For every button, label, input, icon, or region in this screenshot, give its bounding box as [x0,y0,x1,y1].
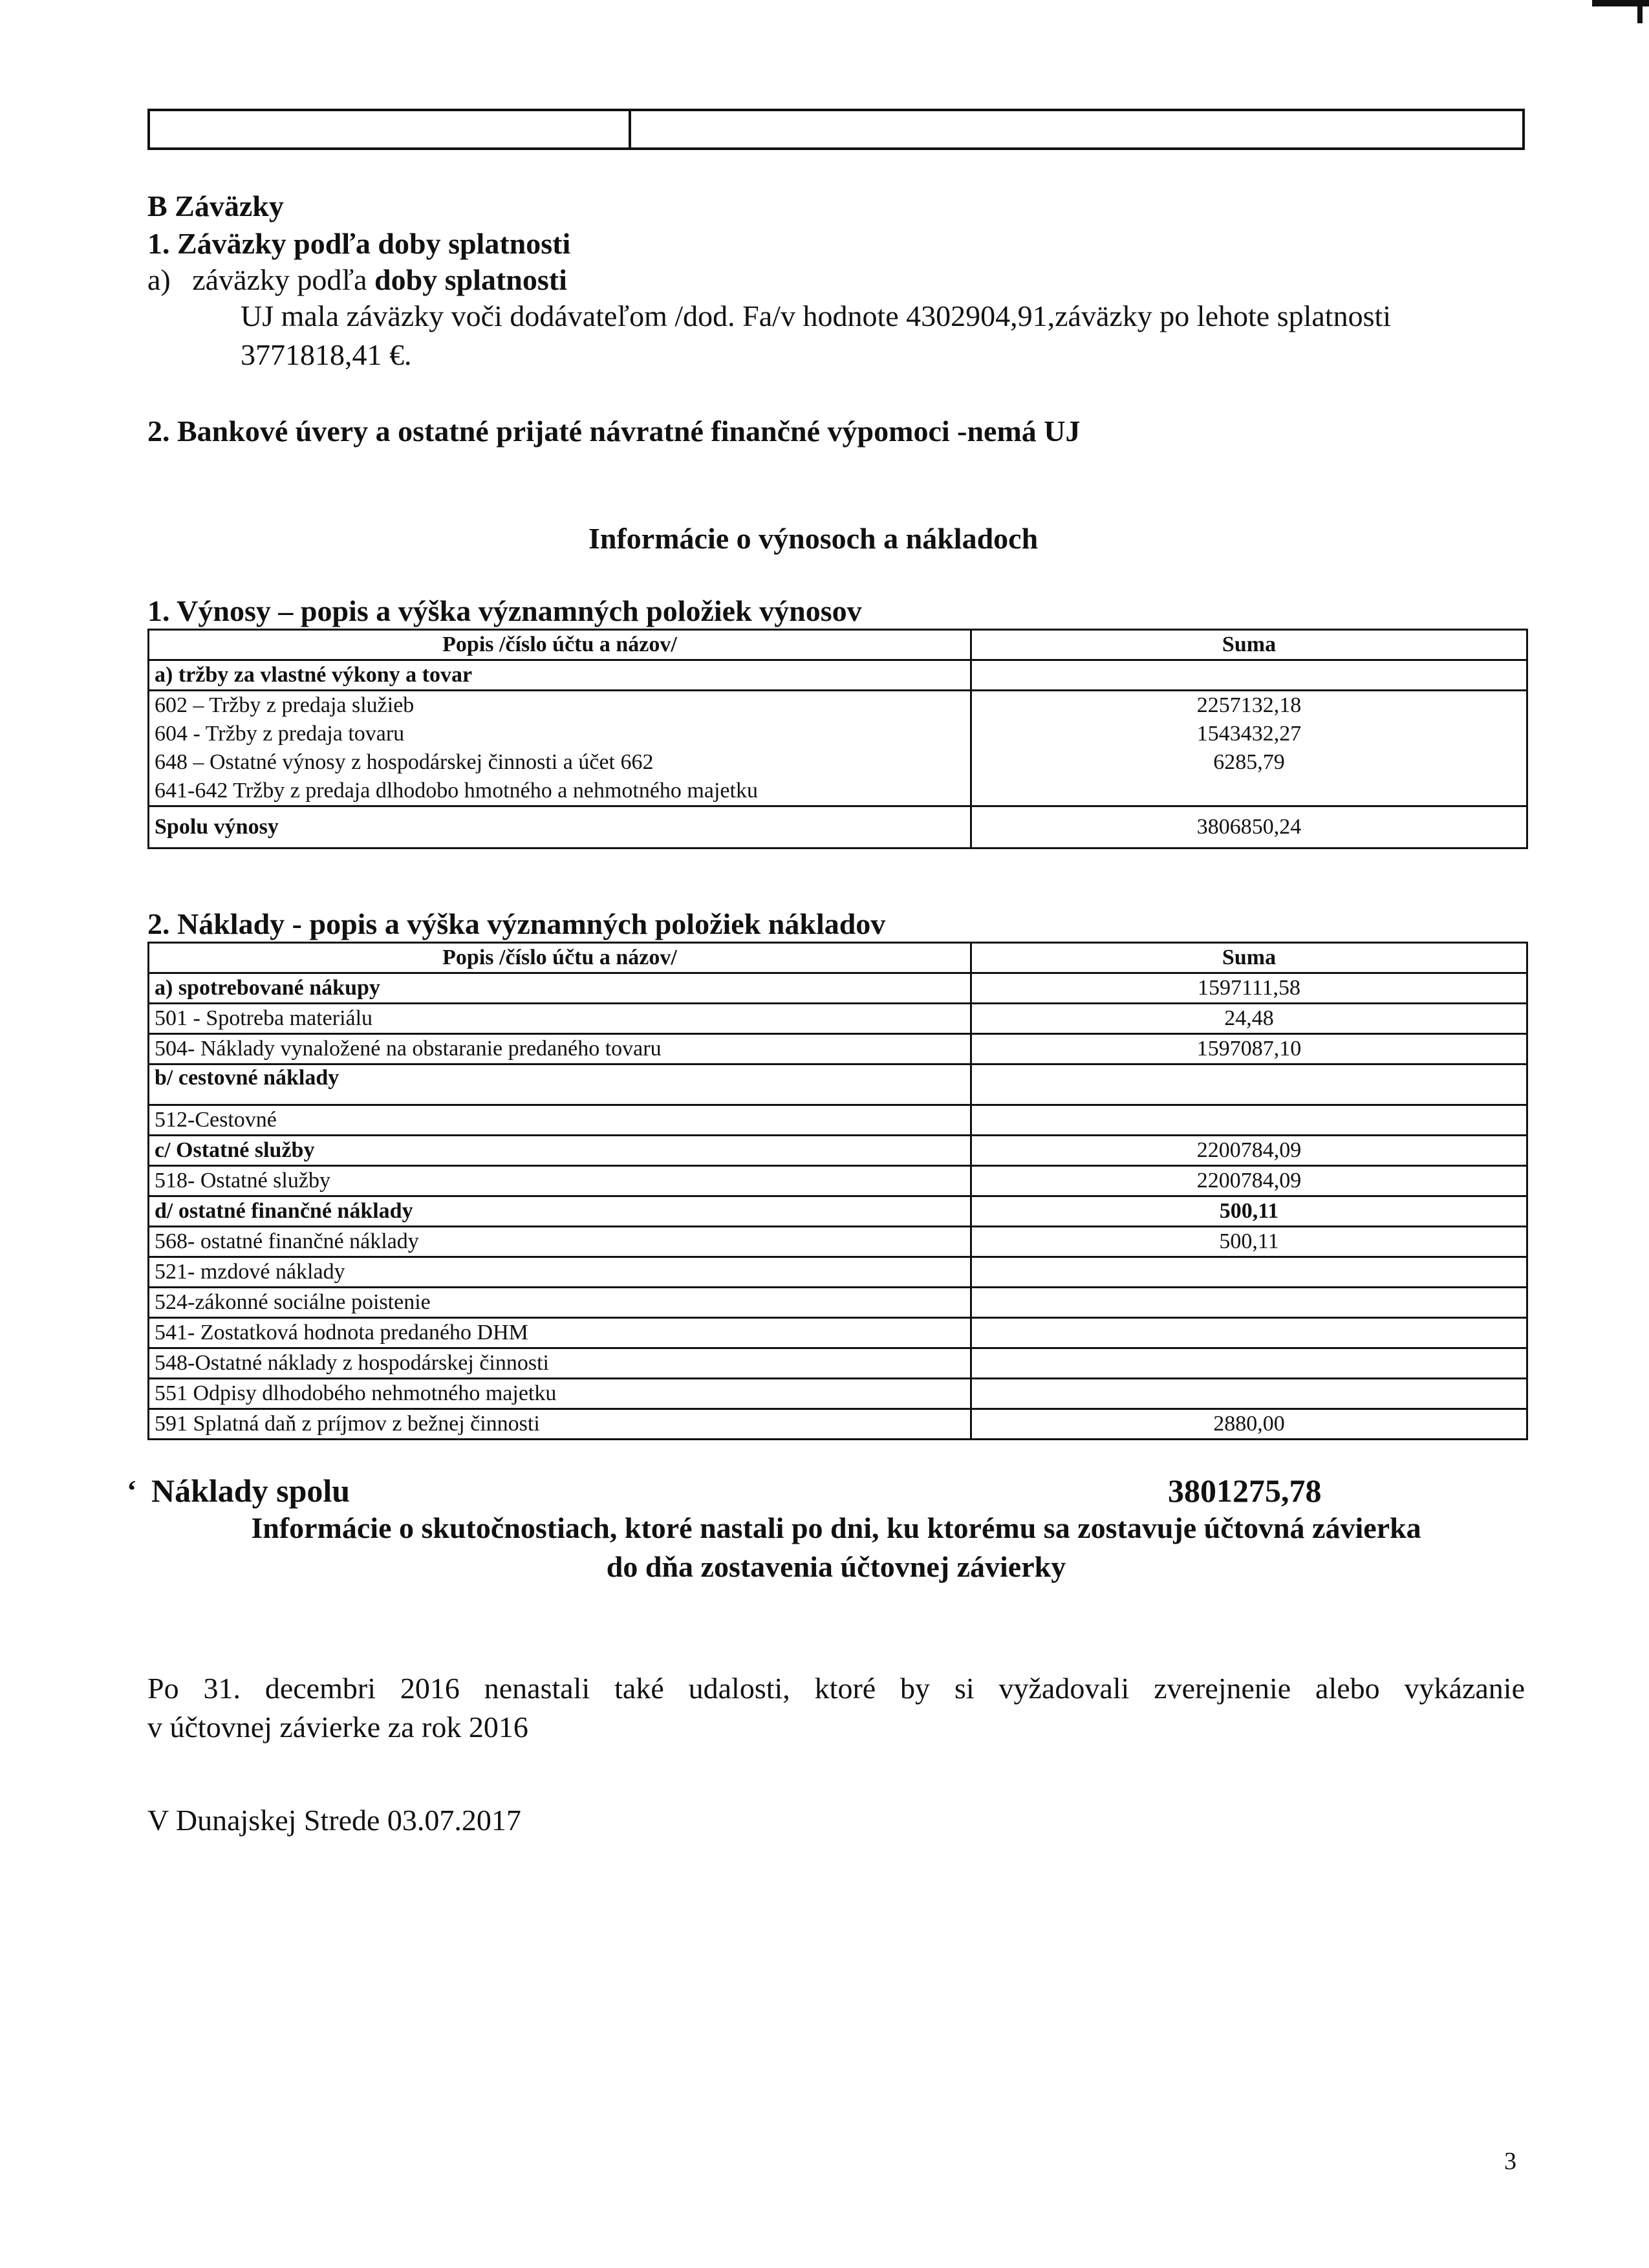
costs-row-desc: 548-Ostatné náklady z hospodárskej činnosti [149,1348,971,1379]
table-row [149,943,1527,973]
costs-row-desc: 521- mzdové náklady [149,1257,971,1288]
costs-row-sum: 24,48 [971,1004,1527,1034]
table-row [149,748,1527,777]
costs-row-desc: 501 - Spotreba materiálu [149,1004,971,1034]
table-row [149,1105,1527,1136]
revenue-col-desc: Popis /číslo účtu a názov/ [149,630,971,660]
costs-row-desc: 504- Náklady vynaložené na obstaranie predaného tovaru [149,1034,971,1064]
scan-corner-mark [1637,0,1643,23]
costs-row-sum [971,1348,1527,1379]
revenue-row-sum: 2257132,18 [971,691,1527,720]
costs-row-sum [971,1105,1527,1136]
item1a-plain: záväzky podľa [192,263,367,296]
section-b-item1: 1. Záväzky podľa doby splatnosti [147,227,571,260]
costs-row-desc: c/ Ostatné služby [149,1136,971,1166]
place-date: V Dunajskej Strede 03.07.2017 [147,1804,521,1837]
info-title: Informácie o výnosoch a nákladoch [588,522,1039,555]
revenue-group-sum [971,660,1527,691]
table-row [149,1227,1527,1257]
costs-row-desc: 591 Splatná daň z príjmov z bežnej činnosti [149,1409,971,1440]
table-row [149,1288,1527,1318]
costs-row-desc: 551 Odpisy dlhodobého nehmotného majetku [149,1379,971,1409]
costs-row-desc: 524-zákonné sociálne poistenie [149,1288,971,1318]
table-row [149,1196,1527,1227]
section-b-detail-line1: UJ mala záväzky voči dodávateľom /dod. Fa/v hodnote 4302904,91,záväzky po lehote splatnosti [241,299,1392,332]
costs-total-sum: 3801275,78 [1168,1473,1322,1509]
table-row [149,1348,1527,1379]
costs-row-sum: 500,11 [971,1227,1527,1257]
revenue-total-label: Spolu výnosy [149,806,971,848]
section-b-item1a [147,263,567,297]
table-row [149,777,1527,806]
costs-row-sum [971,1064,1527,1105]
table-row [149,1064,1527,1105]
costs-row-sum: 2200784,09 [971,1136,1527,1166]
costs-row-desc: 518- Ostatné služby [149,1166,971,1196]
table-row [149,1318,1527,1348]
revenue-heading: 1. Výnosy – popis a výška významných položiek výnosov [147,594,862,627]
revenue-row-sum [971,777,1527,806]
revenue-row-desc: 604 - Tržby z predaja tovaru [149,720,971,748]
revenue-row-sum: 6285,79 [971,748,1527,777]
page-number: 3 [1504,2148,1516,2175]
costs-row-sum [971,1257,1527,1288]
events-title-line2: do dňa zostavenia účtovnej závierky [606,1550,1066,1583]
item1a-prefix: a) [147,263,171,296]
revenue-group-label: a) tržby za vlastné výkony a tovar [149,660,971,691]
table-row [149,1379,1527,1409]
table-row [149,660,1527,691]
revenue-row-sum: 1543432,27 [971,720,1527,748]
costs-row-sum: 1597111,58 [971,973,1527,1004]
costs-row-desc: 568- ostatné finančné náklady [149,1227,971,1257]
item1a-bold: doby splatnosti [374,263,567,296]
table-row [149,1257,1527,1288]
costs-total-label: Náklady spolu [151,1473,350,1509]
costs-row-desc: a) spotrebované nákupy [149,973,971,1004]
costs-row-desc: d/ ostatné finančné náklady [149,1196,971,1227]
table-row [149,806,1527,848]
revenue-row-desc: 641-642 Tržby z predaja dlhodobo hmotného a nehmotného majetku [149,777,971,806]
events-body-line1: Po 31. decembri 2016 nenastali také udalosti, ktoré by si vyžadovali zverejnenie alebo vykázanie [147,1672,1525,1705]
costs-row-sum: 1597087,10 [971,1034,1527,1064]
costs-heading: 2. Náklady - popis a výška významných položiek nákladov [147,907,886,940]
empty-table-box [147,109,1525,150]
table-row [149,1166,1527,1196]
table-row [149,720,1527,748]
costs-row-sum [971,1318,1527,1348]
revenue-total-sum: 3806850,24 [971,806,1527,848]
table-row [149,1034,1527,1064]
costs-row-sum [971,1379,1527,1409]
costs-row-desc: 512-Cestovné [149,1105,971,1136]
section-b-detail-line2: 3771818,41 €. [241,338,412,371]
costs-row-desc: b/ cestovné náklady [149,1064,971,1105]
costs-row-sum: 500,11 [971,1196,1527,1227]
events-body-line2: v účtovnej závierke za rok 2016 [147,1711,528,1744]
costs-col-sum: Suma [971,943,1527,973]
table-row [149,691,1527,720]
revenue-row-desc: 602 – Tržby z predaja služieb [149,691,971,720]
table-row [149,1004,1527,1034]
table-divider [629,111,631,147]
table-row [149,1409,1527,1440]
costs-table [147,942,1528,1440]
section-b-title: B Záväzky [147,189,284,222]
revenue-row-desc: 648 – Ostatné výnosy z hospodárskej činnosti a účet 662 [149,748,971,777]
costs-col-desc: Popis /číslo účtu a názov/ [149,943,971,973]
table-row [149,1136,1527,1166]
section-b-item2: 2. Bankové úvery a ostatné prijaté návratné finančné výpomoci -nemá UJ [147,415,1081,448]
costs-row-desc: 541- Zostatková hodnota predaného DHM [149,1318,971,1348]
costs-row-sum [971,1288,1527,1318]
revenue-table [147,629,1528,849]
events-title-line1: Informácie o skutočnostiach, ktoré nastali po dni, ku ktorému sa zostavuje účtovná závierka [251,1511,1421,1544]
table-row [149,973,1527,1004]
bullet-mark: ‘ [127,1474,137,1507]
costs-row-sum: 2880,00 [971,1409,1527,1440]
costs-row-sum: 2200784,09 [971,1166,1527,1196]
revenue-col-sum: Suma [971,630,1527,660]
table-row [149,630,1527,660]
